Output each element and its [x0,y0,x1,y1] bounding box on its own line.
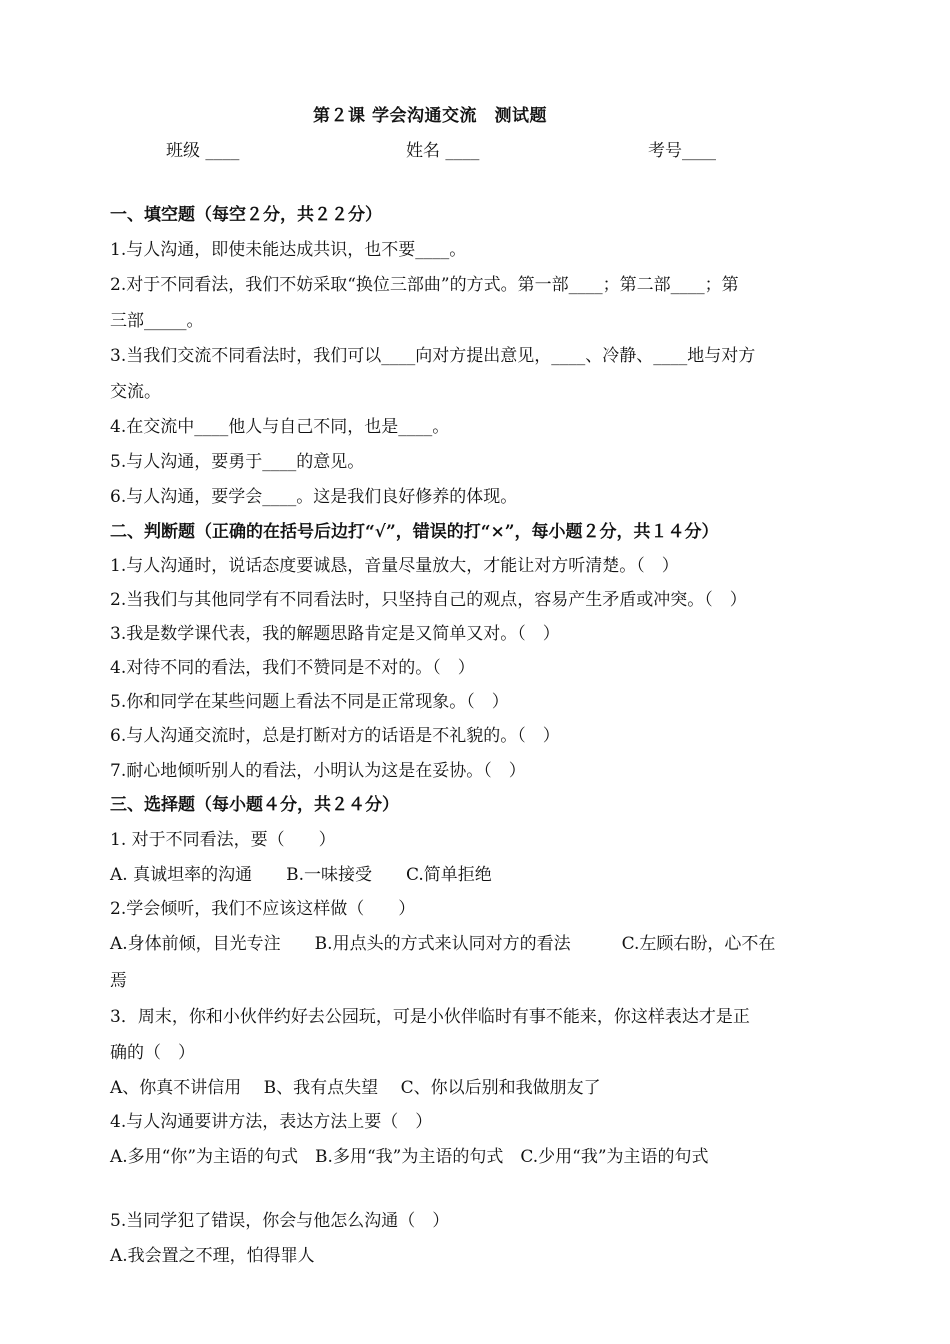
section-heading-fill-in: 一、填空题（每空２分，共２２分） [110,205,382,225]
page-title: 第２课 学会沟通交流 测试题 [313,106,547,126]
question-line: 交流。 [110,382,161,402]
options-line: A.我会置之不理，怕得罪人 [110,1246,315,1266]
question-line: 1. 对于不同看法，要（ ） [110,830,336,850]
name-field-label: 姓名 ____ [406,141,480,161]
exam-number-label: 考号____ [648,141,716,161]
question-line: 5.你和同学在某些问题上看法不同是正常现象。（ ） [110,692,509,712]
question-line: 5.当同学犯了错误，你会与他怎么沟通（ ） [110,1211,450,1231]
question-line: 4.在交流中____他人与自己不同，也是____。 [110,417,450,437]
question-line: 3.我是数学课代表，我的解题思路肯定是又简单又对。（ ） [110,624,560,644]
question-line: 7.耐心地倾听别人的看法，小明认为这是在妥协。（ ） [110,761,526,781]
options-line: A. 真诚坦率的沟通 B.一味接受 C.简单拒绝 [110,865,492,885]
question-line: 4.对待不同的看法，我们不赞同是不对的。（ ） [110,658,475,678]
question-line: 2.当我们与其他同学有不同看法时，只坚持自己的观点，容易产生矛盾或冲突。（ ） [110,590,747,610]
question-line: 6.与人沟通，要学会____。这是我们良好修养的体现。 [110,487,518,507]
question-line: 6.与人沟通交流时，总是打断对方的话语是不礼貌的。（ ） [110,726,560,746]
question-line: 4.与人沟通要讲方法，表达方法上要（ ） [110,1112,433,1132]
options-line: A、你真不讲信用 B、我有点失望 C、你以后别和我做朋友了 [110,1078,601,1098]
question-line: 确的（ ） [110,1043,195,1063]
question-line: 2.学会倾听，我们不应该这样做（ ） [110,899,416,919]
section-heading-choice: 三、选择题（每小题４分，共２４分） [110,795,399,815]
options-line: 焉 [110,971,127,991]
section-heading-judge: 二、判断题（正确的在括号后边打“√”，错误的打“×”，每小题２分，共１４分） [110,522,719,542]
options-line: A.多用“你”为主语的句式 B.多用“我”为主语的句式 C.少用“我”为主语的句式 [110,1147,709,1167]
question-line: 三部_____。 [110,311,204,331]
question-line: 2.对于不同看法，我们不妨采取“换位三部曲”的方式。第一部____；第二部____；第 [110,275,739,295]
question-line: 3.当我们交流不同看法时，我们可以____向对方提出意见，____、冷静、____地与对方 [110,346,756,366]
question-line: 1.与人沟通时，说话态度要诚恳，音量尽量放大，才能让对方听清楚。（ ） [110,556,679,576]
question-line: 3．周末，你和小伙伴约好去公园玩，可是小伙伴临时有事不能来，你这样表达才是正 [110,1007,750,1027]
question-line: 1.与人沟通，即使未能达成共识，也不要____。 [110,240,467,260]
class-field-label: 班级 ____ [166,141,240,161]
options-line: A.身体前倾，目光专注 B.用点头的方式来认同对方的看法 C.左顾右盼，心不在 [110,934,776,954]
question-line: 5.与人沟通，要勇于____的意见。 [110,452,365,472]
